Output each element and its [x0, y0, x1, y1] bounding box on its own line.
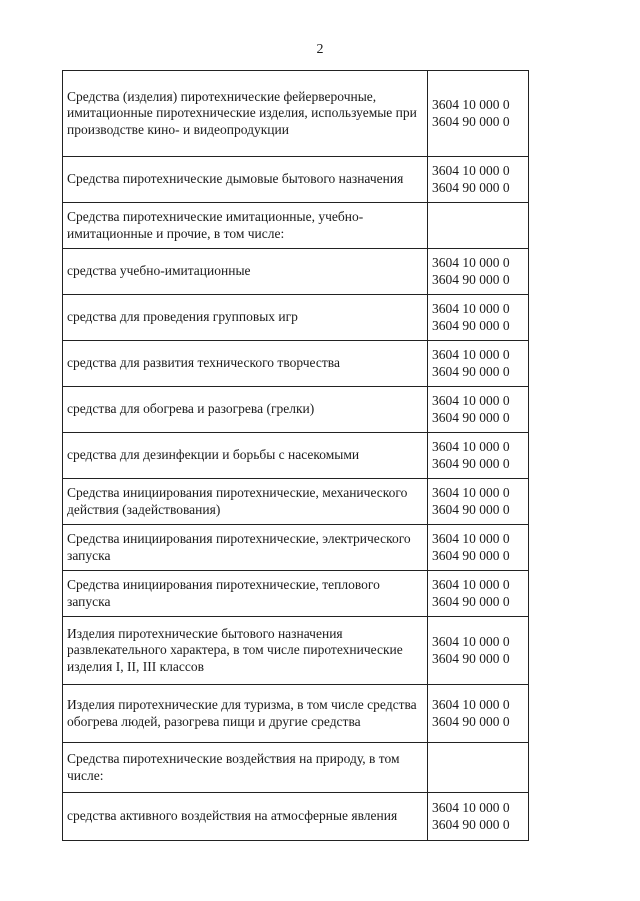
product-description: Изделия пиротехнические бытового назначения развлекательного характера, в том числе пиротехнические изделия I, II, III классов: [67, 625, 403, 674]
hs-code: 3604 10 000 0: [432, 485, 510, 500]
product-description-cell: [63, 571, 428, 617]
product-description-cell: [63, 743, 428, 793]
hs-code: 3604 10 000 0: [432, 697, 510, 712]
hs-code: 3604 10 000 0: [432, 301, 510, 316]
product-description: средства активного воздействия на атмосферные явления: [67, 808, 398, 824]
hs-code-cell: [428, 341, 529, 387]
hs-code-cell: [428, 295, 529, 341]
product-codes-table: [62, 70, 529, 841]
hs-code: 3604 90 000 0: [432, 363, 510, 379]
hs-code-cell: [428, 617, 529, 685]
table-row: [63, 571, 529, 617]
hs-code: 3604 90 000 0: [432, 179, 510, 195]
hs-code-cell: [428, 249, 529, 295]
hs-code-cell: [428, 203, 529, 249]
product-description: Средства (изделия) пиротехнические фейерверочные, имитационные пиротехнические изделия, используемые при производстве кино- и видеопродукции: [67, 88, 417, 137]
product-description-cell: [63, 341, 428, 387]
hs-code: 3604 90 000 0: [432, 455, 510, 471]
hs-code-cell: [428, 571, 529, 617]
product-description-cell: [63, 433, 428, 479]
table-row: [63, 793, 529, 841]
hs-code-cell: [428, 743, 529, 793]
hs-code: 3604 10 000 0: [432, 531, 510, 546]
hs-code-cell: [428, 525, 529, 571]
product-description-cell: [63, 479, 428, 525]
table-row: [63, 203, 529, 249]
product-description: средства для проведения групповых игр: [67, 309, 298, 325]
hs-code-cell: [428, 433, 529, 479]
hs-code-cell: [428, 793, 529, 841]
hs-code: 3604 90 000 0: [432, 816, 510, 832]
product-description-cell: [63, 249, 428, 295]
page-number: 2: [316, 42, 324, 57]
hs-code: 3604 10 000 0: [432, 634, 510, 649]
table-row: [63, 433, 529, 479]
hs-code-cell: [428, 387, 529, 433]
hs-code: 3604 90 000 0: [432, 501, 510, 517]
hs-code-cell: [428, 685, 529, 743]
hs-code: 3604 90 000 0: [432, 713, 510, 729]
table-row: [63, 71, 529, 157]
hs-code: 3604 90 000 0: [432, 113, 510, 129]
product-description: Средства пиротехнические дымовые бытового назначения: [67, 171, 404, 187]
product-description: средства для дезинфекции и борьбы с насекомыми: [67, 447, 360, 463]
product-description-cell: [63, 525, 428, 571]
table-row: [63, 685, 529, 743]
table-row: [63, 743, 529, 793]
hs-code: 3604 90 000 0: [432, 547, 510, 563]
product-description-cell: [63, 685, 428, 743]
hs-code: 3604 90 000 0: [432, 650, 510, 666]
hs-code-cell: [428, 479, 529, 525]
product-description-cell: [63, 295, 428, 341]
table-row: [63, 387, 529, 433]
table-row: [63, 157, 529, 203]
product-description-cell: [63, 157, 428, 203]
product-description: Средства инициирования пиротехнические, теплового запуска: [67, 577, 380, 609]
hs-code: 3604 10 000 0: [432, 577, 510, 592]
product-description: Средства пиротехнические воздействия на природу, в том числе:: [67, 751, 400, 783]
hs-code: 3604 10 000 0: [432, 163, 510, 178]
table-row: [63, 249, 529, 295]
product-description: средства для развития технического творчества: [67, 355, 340, 371]
table-body: [63, 71, 529, 841]
table-row: [63, 295, 529, 341]
hs-code-cell: [428, 71, 529, 157]
hs-code-cell: [428, 157, 529, 203]
hs-code: 3604 10 000 0: [432, 393, 510, 408]
product-description-cell: [63, 387, 428, 433]
table-row: [63, 479, 529, 525]
product-description-cell: [63, 203, 428, 249]
product-description: Средства инициирования пиротехнические, механического действия (задействования): [67, 485, 408, 517]
product-description: Изделия пиротехнические для туризма, в том числе средства обогрева людей, разогрева пищи и другие средства: [67, 697, 417, 729]
hs-code: 3604 10 000 0: [432, 255, 510, 270]
product-description: Средства пиротехнические имитационные, учебно-имитационные и прочие, в том числе:: [67, 209, 364, 241]
table-row: [63, 525, 529, 571]
product-description-cell: [63, 617, 428, 685]
hs-code: 3604 10 000 0: [432, 439, 510, 454]
hs-code: 3604 10 000 0: [432, 97, 510, 112]
table-row: [63, 341, 529, 387]
hs-code: 3604 90 000 0: [432, 409, 510, 425]
hs-code: 3604 10 000 0: [432, 800, 510, 815]
hs-code: 3604 10 000 0: [432, 347, 510, 362]
hs-code: 3604 90 000 0: [432, 593, 510, 609]
table-row: [63, 617, 529, 685]
product-description-cell: [63, 71, 428, 157]
product-description: средства для обогрева и разогрева (грелки): [67, 401, 315, 417]
product-description: средства учебно-имитационные: [67, 263, 251, 279]
hs-code: 3604 90 000 0: [432, 271, 510, 287]
product-description-cell: [63, 793, 428, 841]
hs-code: 3604 90 000 0: [432, 317, 510, 333]
product-description: Средства инициирования пиротехнические, электрического запуска: [67, 531, 411, 563]
